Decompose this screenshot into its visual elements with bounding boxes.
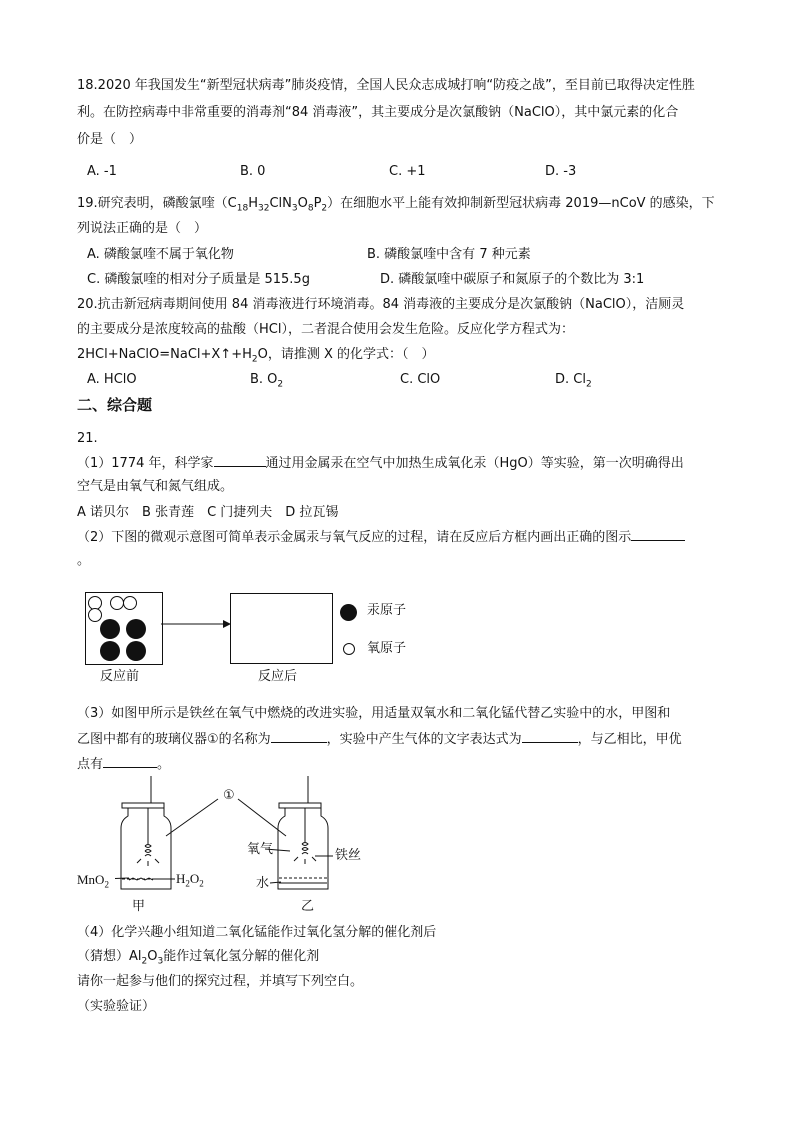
section-title: 二、综合题 [77,396,153,414]
after-label: 反应后 [258,669,298,684]
answer-blank[interactable] [103,755,157,768]
q18-line1: 18.2020 年我国发生“新型冠状病毒”肺炎疫情，全国人民众志成城打响“防疫之战”，至目前已取得决定性胜 [77,78,695,93]
q20-option-c: C. ClO [400,372,441,387]
q21-part4-guess: （猜想）$Al_2O_3$能作过氧化氢分解的催化剂 [77,949,320,967]
q20-option-d: D. $Cl_2$ [555,372,592,390]
water-label: 水 [256,876,270,891]
q19-option-d: D. 磷酸氯喹中碳原子和氮原子的个数比为 3:1 [380,272,645,287]
q21-part3-line3: 点有 。 [77,757,171,772]
legend-oxygen: 氧原子 [367,641,407,656]
oxygen-atom [88,608,102,622]
mercury-atom [126,619,146,639]
q21-part2-line2: 。 [77,553,91,568]
figure-label-yi: 乙 [301,899,315,914]
before-label: 反应前 [100,669,140,684]
q18-option-d: D. -3 [545,164,577,179]
mercury-atom [100,641,120,661]
bottle-yi [278,776,328,889]
q21-part4-line1: （4）化学兴趣小组知道二氧化锰能作过氧化氢分解的催化剂后 [77,925,437,940]
q19-option-c: C. 磷酸氯喹的相对分子质量是 515.5g [87,272,310,287]
reaction-after-box[interactable] [230,593,333,664]
q20-line2: 的主要成分是浓度较高的盐酸（HCl），二者混合使用会发生危险。反应化学方程式为： [77,322,574,337]
oxygen-legend-icon [343,643,355,655]
answer-blank[interactable] [522,730,578,743]
iron-wire-label: 铁丝 [335,848,362,863]
q21-part3-line2: 乙图中都有的玻璃仪器①的名称为 ，实验中产生气体的文字表达式为 ，与乙相比，甲优 [77,732,682,747]
q21-part4-line4: （实验验证） [77,999,156,1014]
q21-part2-line1: （2）下图的微观示意图可简单表示金属汞与氧气反应的过程，请在反应后方框内画出正确的图示 [77,528,685,547]
q21-part4-line3: 请你一起参与他们的探究过程，并填写下列空白。 [77,974,364,989]
q18-option-a: A. -1 [87,164,117,179]
mercury-legend-icon [340,604,357,621]
mno2-label: MnO$_2$ [77,872,109,890]
q21-part3-line1: （3）如图甲所示是铁丝在氧气中燃烧的改进实验，用适量双氧水和二氧化锰代替乙实验中的水，甲图和 [77,706,671,721]
q21-part1-options: A 诺贝尔 B 张青莲 C 门捷列夫 D 拉瓦锡 [77,505,339,520]
mercury-atom [126,641,146,661]
figure-label-jia: 甲 [132,899,146,914]
q19-line2: 列说法正确的是（ ） [77,221,208,236]
q19-option-a: A. 磷酸氯喹不属于氧化物 [87,247,234,262]
q19-line1: 19.研究表明，磷酸氯喹$(C_{18}H_{32}ClN_3O_8P_2)$在细胞水平上能有效抑制新型冠状病毒 2019—nCoV 的感染，下 [77,196,715,214]
q20-line3: $2HCl+NaClO=NaCl+X↑+H_2O$，请推测 X 的化学式：（ ） [77,347,435,365]
q18-option-c: C. +1 [389,164,426,179]
h2o2-label: $H_2O_2$ [176,871,204,889]
reaction-arrow [161,618,231,630]
q19-option-b: B. 磷酸氯喹中含有 7 种元素 [367,247,531,262]
q20-option-a: A. HClO [87,372,137,387]
answer-blank[interactable] [214,454,266,467]
bottle-jia [121,776,171,889]
oxygen-atom [110,596,124,610]
apparatus-figure [115,776,375,896]
q18-line3: 价是（ ） [77,132,143,147]
reaction-before-box [85,592,163,665]
glassware-marker: ① [223,788,235,803]
q20-option-b: B. $O_2$ [250,372,284,390]
answer-blank[interactable] [631,528,685,541]
answer-blank[interactable] [271,730,327,743]
q18-option-b: B. 0 [240,164,266,179]
q21-number: 21. [77,431,98,446]
oxygen-atom [123,596,137,610]
q21-part1-line1: （1）1774 年，科学家 通过用金属汞在空气中加热生成氧化汞（HgO）等实验，第一次明确得出 [77,456,684,471]
q20-line1: 20.抗击新冠病毒期间使用 84 消毒液进行环境消毒。84 消毒液的主要成分是次氯酸钠（NaClO），洁厕灵 [77,297,685,312]
q21-part1-line2: 空气是由氧气和氮气组成。 [77,479,234,494]
mercury-atom [100,619,120,639]
legend-mercury: 汞原子 [367,603,407,618]
q18-line2: 利。在防控病毒中非常重要的消毒剂“84 消毒液”，其主要成分是次氯酸钠（NaClO），其中氯元素的化合 [77,105,679,120]
oxygen-label: 氧气 [247,842,274,857]
